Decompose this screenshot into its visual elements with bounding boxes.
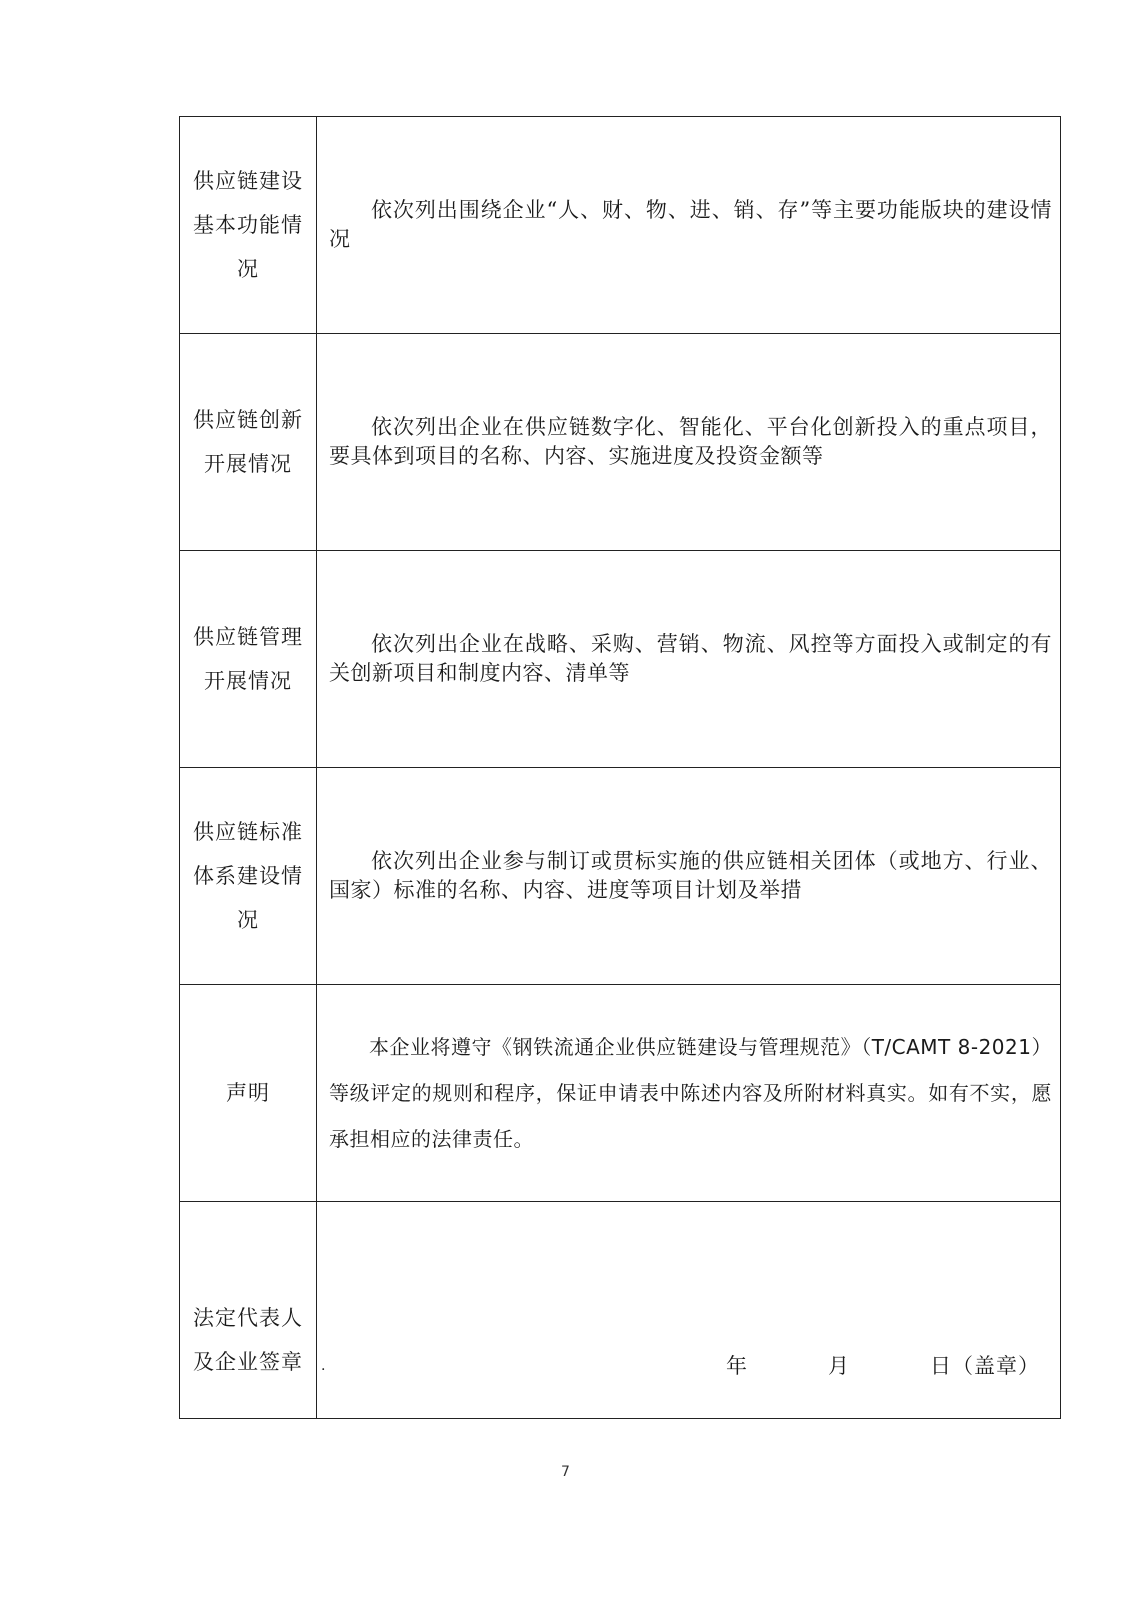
content-management: 依次列出企业在战略、采购、营销、物流、风控等方面投入或制定的有关创新项目和制度内容、清单等 <box>317 551 1061 768</box>
content-declaration: 本企业将遵守《钢铁流通企业供应链建设与管理规范》（T/CAMT 8-2021）等级评定的规则和程序，保证申请表中陈述内容及所附材料真实。如有不实，愿承担相应的法律责任。 <box>317 985 1061 1202</box>
date-day-stamp: 日（盖章） <box>930 1354 1040 1378</box>
application-form-table <box>179 116 1061 1419</box>
signature-dot: . <box>321 1358 326 1374</box>
row-management <box>180 551 1061 768</box>
label-standards: 供应链标准 体系建设情 况 <box>180 768 317 985</box>
label-declaration: 声明 <box>180 985 317 1202</box>
signature-date <box>726 1350 1040 1380</box>
row-declaration <box>180 985 1061 1202</box>
page-number: 7 <box>561 1464 570 1480</box>
date-year: 年 <box>726 1354 748 1378</box>
content-standards: 依次列出企业参与制订或贯标实施的供应链相关团体（或地方、行业、国家）标准的名称、内容、进度等项目计划及举措 <box>317 768 1061 985</box>
label-innovation: 供应链创新 开展情况 <box>180 334 317 551</box>
signature-area[interactable] <box>317 1202 1061 1419</box>
label-signature: 法定代表人 及企业签章 <box>180 1202 317 1419</box>
row-innovation <box>180 334 1061 551</box>
row-signature <box>180 1202 1061 1419</box>
content-basic-functions: 依次列出围绕企业“人、财、物、进、销、存”等主要功能版块的建设情况 <box>317 117 1061 334</box>
content-innovation: 依次列出企业在供应链数字化、智能化、平台化创新投入的重点项目，要具体到项目的名称、内容、实施进度及投资金额等 <box>317 334 1061 551</box>
row-basic-functions <box>180 117 1061 334</box>
row-standards <box>180 768 1061 985</box>
label-management: 供应链管理 开展情况 <box>180 551 317 768</box>
date-month: 月 <box>828 1354 850 1378</box>
label-basic-functions: 供应链建设 基本功能情 况 <box>180 117 317 334</box>
